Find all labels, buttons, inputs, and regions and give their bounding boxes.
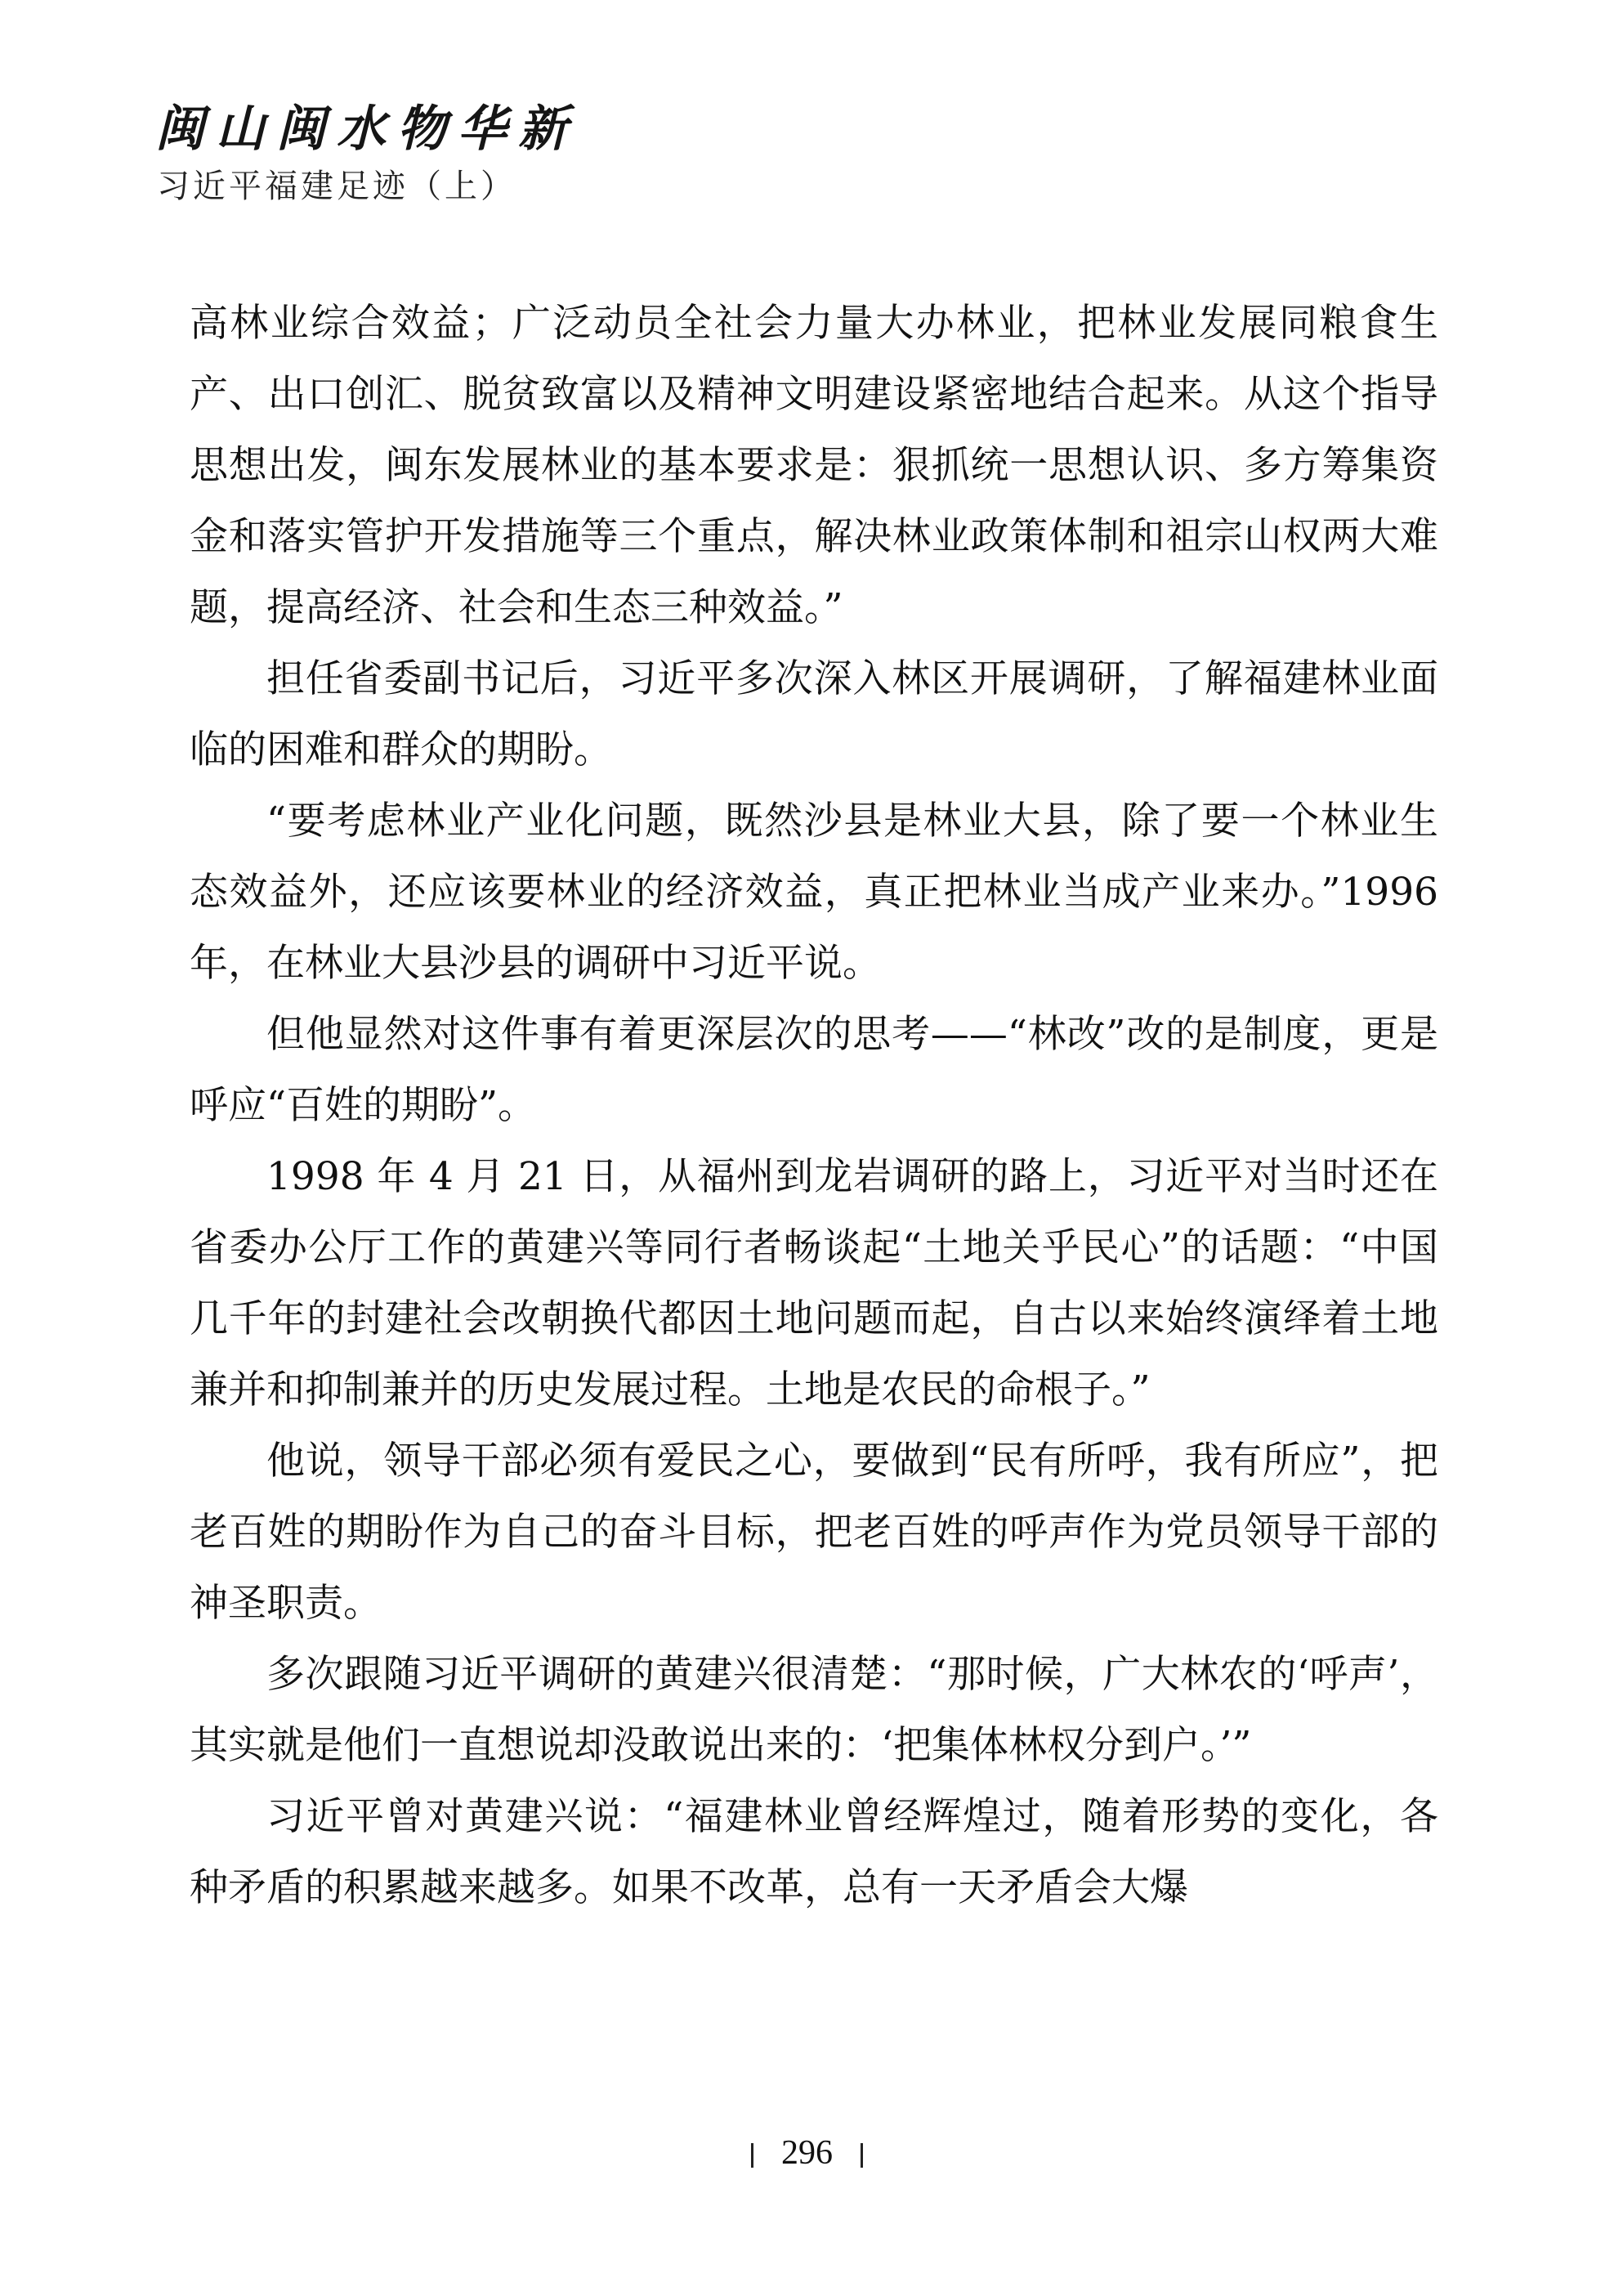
folio-rule-left <box>751 2143 753 2168</box>
page-footer <box>0 2133 1614 2173</box>
paragraph: “要考虑林业产业化问题，既然沙县是林业大县，除了要一个林业生态效益外，还应该要林业的经济效益，真正把林业当成产业来办。”1996 年，在林业大县沙县的调研中习近平说。 <box>190 799 1438 986</box>
page-number: 296 <box>781 2134 833 2172</box>
paragraph: 1998 年 4 月 21 日，从福州到龙岩调研的路上，习近平对当时还在省委办公厅工作的黄建兴等同行者畅谈起“土地关乎民心”的话题：“中国几千年的封建社会改朝换代都因土地问题而起，自古以来始终演绎着土地兼并和抑制兼并的历史发展过程。土地是农民的命根子。” <box>190 1154 1438 1412</box>
paragraph: 习近平曾对黄建兴说：“福建林业曾经辉煌过，随着形势的变化，各种矛盾的积累越来越多。如果不改革，总有一天矛盾会大爆 <box>190 1794 1438 1910</box>
body-text <box>190 288 1438 1923</box>
book-subtitle: 习近平福建足迹（上） <box>157 168 516 205</box>
folio-rule-right <box>861 2143 863 2168</box>
paragraph: 担任省委副书记后，习近平多次深入林区开展调研，了解福建林业面临的困难和群众的期盼。 <box>190 656 1438 772</box>
book-title: 闽山闽水物华新 <box>155 101 579 158</box>
paragraph-continuation: 高林业综合效益；广泛动员全社会力量大办林业，把林业发展同粮食生产、出口创汇、脱贫致富以及精神文明建设紧密地结合起来。从这个指导思想出发，闽东发展林业的基本要求是：狠抓统一思想认识、多方筹集资金和落实管护开发措施等三个重点，解决林业政策体制和祖宗山权两大难题，提高经济、社会和生态三种效益。” <box>190 301 1438 630</box>
paragraph: 他说，领导干部必须有爱民之心，要做到“民有所呼，我有所应”，把老百姓的期盼作为自己的奋斗目标，把老百姓的呼声作为党员领导干部的神圣职责。 <box>190 1439 1438 1626</box>
paragraph: 多次跟随习近平调研的黄建兴很清楚：“那时候，广大林农的‘呼声’，其实就是他们一直想说却没敢说出来的：‘把集体林权分到户。’” <box>190 1652 1438 1768</box>
paragraph: 但他显然对这件事有着更深层次的思考——“林改”改的是制度，更是呼应“百姓的期盼”。 <box>190 1012 1438 1128</box>
running-head <box>155 101 891 205</box>
